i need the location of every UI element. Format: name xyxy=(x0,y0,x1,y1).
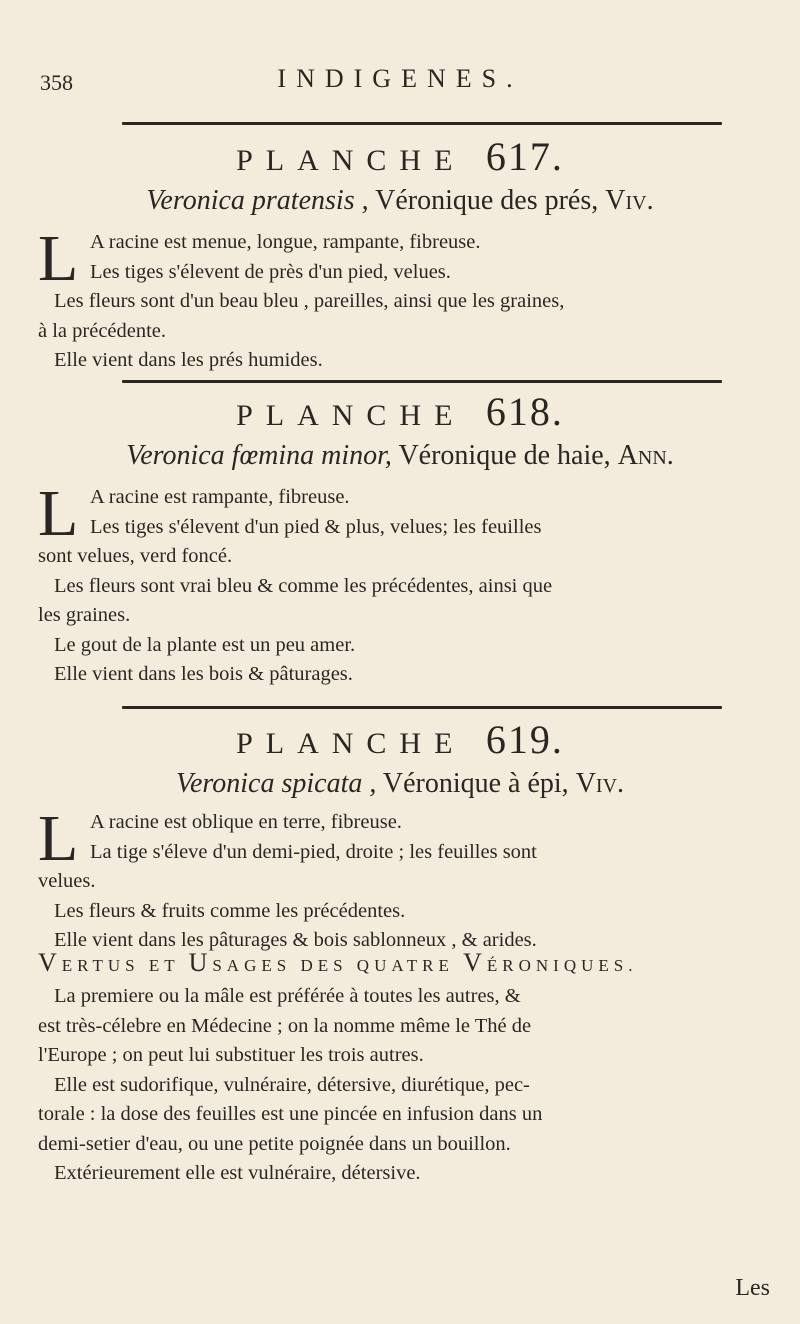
plate-description xyxy=(38,477,773,690)
text-line: sont velues, verd foncé. xyxy=(38,545,233,567)
divider-rule xyxy=(122,706,722,709)
text-line: est très-célebre en Médecine ; on la nomme même le Thé de xyxy=(38,1014,532,1037)
french-name: Véronique des prés, xyxy=(375,185,599,216)
divider-rule xyxy=(122,380,722,383)
divider-rule xyxy=(122,122,722,125)
text-line: Elle vient dans les prés humides. xyxy=(54,349,323,371)
first-paragraph xyxy=(38,477,773,550)
text-line: torale : la dose des feuilles est une pincée en infusion dans un xyxy=(38,1103,543,1125)
text-line: Les tiges s'élevent de près d'un pied, velues. xyxy=(90,260,451,283)
text-line: Les fleurs sont d'un beau bleu , pareilles, ainsi que les graines, xyxy=(54,290,565,312)
text-line: Les tiges s'élevent d'un pied & plus, velues; les feuilles xyxy=(90,515,542,538)
page-number: 358 xyxy=(40,70,73,95)
plate-label: PLANCHE xyxy=(236,399,466,432)
species-heading xyxy=(0,185,800,217)
first-paragraph xyxy=(38,802,773,875)
text-line: A racine est oblique en terre, fibreuse. xyxy=(90,811,402,833)
latin-name: Veronica pratensis , xyxy=(146,185,369,216)
latin-name: Veronica spicata , xyxy=(175,768,377,799)
plate-number: 618. xyxy=(485,389,564,434)
page-header xyxy=(30,60,770,100)
species-heading xyxy=(0,768,800,800)
text-line: Les fleurs & fruits comme les précédentes. xyxy=(54,899,406,922)
text-line: Elle vient dans les pâturages & bois sablonneux , & arides. xyxy=(54,929,537,951)
text-line: demi-setier d'eau, ou une petite poignée dans un bouillon. xyxy=(38,1132,511,1155)
duration-abbr: Viv. xyxy=(575,768,625,799)
drop-cap: L xyxy=(38,477,79,550)
catchword: Les xyxy=(735,1275,770,1301)
species-heading xyxy=(0,440,800,472)
text-line: Elle est sudorifique, vulnéraire, détersive, diurétique, pec- xyxy=(54,1073,530,1096)
drop-cap: L xyxy=(38,222,79,295)
plate-label: PLANCHE xyxy=(236,727,466,760)
text-line: A racine est menue, longue, rampante, fibreuse. xyxy=(90,231,481,253)
plate-label: PLANCHE xyxy=(236,144,466,177)
text-line: Extérieurement elle est vulnéraire, détersive. xyxy=(54,1162,421,1184)
text-line: La premiere ou la mâle est préférée à toutes les autres, & xyxy=(54,985,521,1007)
running-head: INDIGENES. xyxy=(277,64,523,93)
text-line: La tige s'éleve d'un demi-pied, droite ; les feuilles sont xyxy=(90,840,537,863)
plate-description xyxy=(38,222,773,376)
text-line: Les fleurs sont vrai bleu & comme les précédentes, ainsi que xyxy=(54,574,553,597)
drop-cap: L xyxy=(38,802,79,875)
plate-title xyxy=(0,388,800,435)
french-name: Véronique de haie, xyxy=(398,440,611,471)
plate-title xyxy=(0,133,800,180)
text-line: à la précédente. xyxy=(38,319,167,342)
first-paragraph xyxy=(38,222,773,295)
section-heading: VERTUS ET USAGES DES QUATRE VÉRONIQUES. xyxy=(38,948,638,977)
text-line: l'Europe ; on peut lui substituer les trois autres. xyxy=(38,1044,424,1066)
text-line: velues. xyxy=(38,870,96,892)
plate-title xyxy=(0,716,800,763)
duration-abbr: Ann. xyxy=(617,440,674,471)
latin-name: Veronica fœmina minor, xyxy=(126,440,392,471)
plate-number: 619. xyxy=(485,717,564,762)
text-line: A racine est rampante, fibreuse. xyxy=(90,486,350,508)
vertus-text xyxy=(38,982,773,1189)
text-line: Elle vient dans les bois & pâturages. xyxy=(54,663,353,685)
text-line: les graines. xyxy=(38,604,131,626)
plate-description xyxy=(38,802,773,956)
plate-number: 617. xyxy=(485,134,564,179)
duration-abbr: Viv. xyxy=(605,185,654,216)
text-line: Le gout de la plante est un peu amer. xyxy=(54,633,356,656)
french-name: Véronique à épi, xyxy=(382,768,569,799)
